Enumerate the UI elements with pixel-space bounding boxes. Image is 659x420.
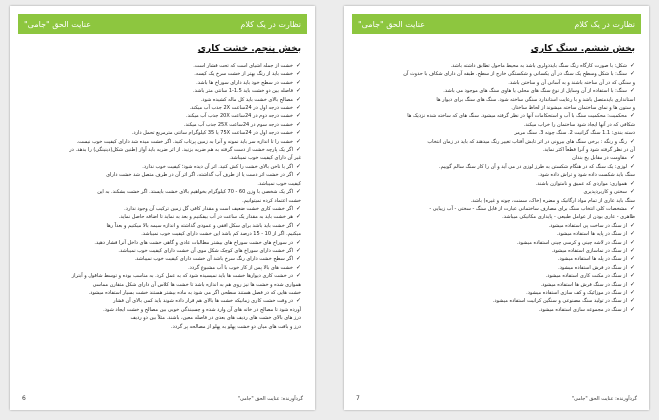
line-text: از سنگ در موزائیک و کف سازی استفاده میشود. xyxy=(526,289,627,296)
line-text: در خشت کاری دیوارها خشت ها باید نمیسیده شود که به عمل کرد. به مناسب بوده و توسط شاقول و آبتراز xyxy=(71,273,293,280)
checklist-item xyxy=(24,205,301,213)
line-text: آورده شود تا مصالح در خانه های آن وارد شده و چسبندگی خوبی بین مصالح و خشت ایجاد شود. xyxy=(103,306,301,313)
checklist-item xyxy=(24,297,301,305)
checklist-item xyxy=(358,239,635,247)
header-author: عنایت الحق "جامی" xyxy=(358,19,425,29)
line-text: سنگ: با شکل وسطح یک سنگ در آن یکسانی و شکستگی خارج از سطح. طبقه آن دارای شکاف با حدوث آن xyxy=(403,71,627,78)
checklist-item xyxy=(24,104,301,112)
line-text: هر خشت باید به مقدار یک ساعت در آب بیفکنیم و بعد به نماید تا اضافه حاصل نماید. xyxy=(118,214,293,221)
document-page-left xyxy=(10,6,315,410)
line-text: مصالح بالای خشت باید کل ماله کشیده شود. xyxy=(200,96,293,103)
checklist-item xyxy=(24,79,301,87)
text-line xyxy=(24,306,301,314)
checklist-item xyxy=(358,247,635,255)
checklist-item xyxy=(358,62,635,70)
line-text: اگر در خشت اثر دست یا از طرف آب گذاشته، اگر اثر آن در طرف متصل شد خشت دارای xyxy=(106,172,293,179)
page-header xyxy=(352,14,641,34)
line-text: اگر سطح خشت دارای رنگ سرخ باشد آن خشت دارای کیفیت خوب نمیباشد. xyxy=(134,256,293,263)
page-footer xyxy=(356,395,637,402)
page-content xyxy=(24,62,301,380)
checklist-item xyxy=(24,129,301,137)
line-text: لوزی: یک سنگ که در هنگام شکستن به طرز لوزی در می آید و آن را کار سنگ سالم گوییم. xyxy=(438,163,627,170)
line-text: خشت درجه سوم در 24ساعت 25X جذب آب میکند. xyxy=(183,121,293,128)
text-line xyxy=(358,79,635,87)
footer-credit: گردآورنده: عنایت الحق "جامی" xyxy=(237,395,303,402)
line-text: از سنگ در پله ها استفاده میشود. xyxy=(557,256,627,263)
line-text: سختی و کاربردپذیری xyxy=(583,189,627,196)
line-text: از سنگ در لاشه چینی و کرسی چینی استفاده میشود. xyxy=(516,239,627,246)
line-text: از سنگ در مجموعه سازی استفاده میشود. xyxy=(538,306,627,313)
section-title: بخش پنجم. خشت کاری xyxy=(197,44,301,54)
line-text: غیر آن دارای کیفیت خوب نمیباشد. xyxy=(229,155,301,162)
line-text: دسته بندی: 1.1 سنگ گرانیت 2. سنگ چونه 3. سنگ مرمر xyxy=(514,130,635,137)
line-text: از سنگ در فرش استفاده میشود. xyxy=(558,264,627,271)
line-text: و ستون ها و نمای ساختمان ساخته میشوند از لحاظ ساختار. xyxy=(511,105,635,112)
checklist-item xyxy=(358,154,635,162)
text-line xyxy=(24,197,301,205)
line-text: اگر خشت کاری خشت ضعیف است و مقدار کافی گل زمین ترکیب آن وجود ندارد. xyxy=(124,205,293,212)
page-header xyxy=(18,14,307,34)
line-text: از سنگ در مکنت کاری استفاده میشود. xyxy=(545,273,627,280)
line-text: اگر خشت دارای سوراخ های کوچک شکل موی آن خشت دارای کیفیت خوب نمیباشد. xyxy=(118,247,293,254)
page-content xyxy=(358,62,635,380)
checklist-item xyxy=(24,112,301,120)
line-text: آن در نظر گرفته شود و آنرا قطعاً اکثر نماید. xyxy=(542,147,635,154)
line-text: از سنگ در تولید سنگ مصنوعی و سنگین کرانیت استفاده میشود. xyxy=(492,298,627,305)
line-text: خشت اعتماد کرده نمیتوانیم. xyxy=(242,197,301,204)
checklist-item xyxy=(24,272,301,280)
line-text: اگر با ناخن بالای خشت را کش کنید. اثر آن دیده شود؛ کیفیت خوب ندارد. xyxy=(142,163,293,170)
line-text: سنگ باید عاری از تمام مواد ارگانیک و مضره (خاک، سمنت، چونه و غیره) باشد. xyxy=(470,197,635,204)
text-line xyxy=(358,121,635,129)
document-page-right xyxy=(344,6,649,410)
line-text: خشت در سطح خود باید دارای سوراخ ها باشد. xyxy=(196,79,293,86)
line-text: خشت را تا اندازه سر باید نمونه و آنرا به زمین پرتاب کنید. اگر خشت میده شد دارای کیفیت خوب نیست. xyxy=(76,138,293,145)
checklist-item xyxy=(24,62,301,70)
text-line xyxy=(358,213,635,221)
line-text: از سنگ در پایه ها استفاده میشود. xyxy=(556,231,627,238)
checklist-item xyxy=(358,180,635,188)
checklist-item xyxy=(24,171,301,179)
checklist-item xyxy=(358,281,635,289)
line-text: از سنگ در سنگ فرش ها استفاده میشود. xyxy=(540,281,627,288)
line-text: فاصله بین دو خشت باید 1.5-1 سانتی متر باشد. xyxy=(193,88,293,95)
checklist-item xyxy=(24,70,301,78)
checklist-item xyxy=(24,213,301,221)
line-text: همواری شده و خشت ها نیز روی هم به اندازه باشد تا خشت ها کلاس آن دارای شکل متقارن مماسی xyxy=(92,281,301,288)
line-text: سنگ: با استفاده از آن وسایل از نوع سنگ های محلی یا هاوی سنگ های موجود می باشد. xyxy=(443,88,627,95)
checklist-item xyxy=(358,306,635,314)
line-text: خشت هایی که در فصل هستند سطحی اگر می شود به ماده بیشتر هستند خشت بسیار استفاده میشود. xyxy=(88,289,301,296)
line-text: اگر یک شخصی با وزن 60 - 70 کیلوگرام بخواهیم بالای خشت بایستد. اگر خشت بشکند. به این xyxy=(97,189,293,196)
text-line xyxy=(358,96,635,104)
checklist-item xyxy=(358,205,635,213)
line-text: محکمیت: محکمیت سنگ با آب و استحکامات آنها در نظر گرفته میشود. سنگ های که ساخته شده نزدیک ها xyxy=(407,113,627,120)
checklist-item xyxy=(24,239,301,247)
checklist-item xyxy=(358,255,635,263)
header-title: نظارت در یک کلام xyxy=(574,19,635,29)
checklist-item xyxy=(358,188,635,196)
section-title: بخش ششم. سنگ کاری xyxy=(530,44,635,54)
checklist-item xyxy=(358,230,635,238)
text-line xyxy=(358,171,635,179)
line-text: همواری: مواردی که عمیق و نامتوازن باشند. xyxy=(535,180,627,187)
checklist-item xyxy=(358,70,635,78)
line-text: از سنگ در ساخت پی استفاده میشود. xyxy=(548,222,627,229)
page-number: 6 xyxy=(22,395,26,402)
text-line xyxy=(24,281,301,289)
checklist-item xyxy=(358,87,635,95)
checklist-item xyxy=(358,163,635,171)
line-text: میکنیم. اگر از 10 - 15 درصد کم باشد این خشت دارای کیفیت خوب نمیباشد. xyxy=(141,231,301,238)
line-text: سنگ باید شکست داده شود و تراش داده شود. xyxy=(538,172,635,179)
line-text: در سوراخ های خشت سوراخ های بیشتر مطالبات عادی و گاهی خشت های داخل آنرا فشار دهید. xyxy=(94,239,293,246)
text-line xyxy=(24,180,301,188)
checklist-item xyxy=(358,112,635,120)
line-text: درز های بالای خشت های ردیف های بعدی در فاصله معین، باشند. مثلاً بین دو ردیف xyxy=(130,315,301,322)
checklist-item xyxy=(24,96,301,104)
checklist-item xyxy=(24,222,301,230)
text-line xyxy=(24,289,301,297)
line-text: اگر خشت باید باشد برای سکل افقی و عمودی گذاشته و اندازه سیمه بالا میکنیم و بعداً رها xyxy=(106,222,293,229)
checklist-item xyxy=(358,272,635,280)
line-text: خشت های بالا پس از کار خوب با آب مشبوع گردد. xyxy=(188,264,293,271)
line-text: ظاهری - عاری بودن از عوامل طبیعی - پایداری مکانیکی میباشد. xyxy=(502,214,635,221)
checklist-item xyxy=(24,247,301,255)
text-line xyxy=(24,154,301,162)
line-text: مقاومت در مقابل یخ بندان xyxy=(572,155,627,162)
footer-credit: گردآورنده: عنایت الحق "جامی" xyxy=(571,395,637,402)
line-text: خشت درجه اول در 24ساعت 75X یا 35 کیلوگرام سانتی مترمربع تحمل دارد. xyxy=(131,130,293,137)
text-line xyxy=(358,146,635,154)
checklist-item xyxy=(24,255,301,263)
line-text: رنگ و رنگه : برخی سنگ های بیرونی در اثر تابش آفتاب تغییر رنگ میدهند که باید در زمان انتخاب xyxy=(427,138,627,145)
line-text: از سنگ در نماسازی استفاده میشود. xyxy=(551,247,627,254)
line-text: شکل: با صورت کارگاه رنگ سنگ بایددولری باشد به محیط ماحول تطابق داشته باشد. xyxy=(450,63,627,69)
line-text: خشت باید از رنگ بهتر از خشت سرخ یک کیسه. xyxy=(194,71,293,78)
line-text: در وقت خشت کاری زمانیکه خشت ها بالای هم قرار داده شوند باید کمی بالای آن فشار xyxy=(113,298,293,305)
line-text: خشت درجه اول در 24ساعت 2X جذب آب میکند. xyxy=(189,105,293,112)
line-text: درز و بافت های میان دو خشت پهلو به پهلو از مصالحه پر گردد. xyxy=(171,323,301,330)
checklist-item xyxy=(358,264,635,272)
line-text: شکافی که در آنها ایجاد شود ساختمان را خراب میکند. xyxy=(523,121,635,128)
text-line xyxy=(358,197,635,205)
line-text: استانداری بایدمتصل باشد و با رعایت استاندارد سنگی ساخته شود. سنگ های سنگ برای دیوار ها xyxy=(436,96,635,103)
text-line xyxy=(24,314,301,322)
checklist-item xyxy=(24,138,301,146)
checklist-item xyxy=(24,87,301,95)
checklist-item xyxy=(24,121,301,129)
checklist-item xyxy=(358,138,635,146)
text-line xyxy=(358,129,635,137)
checklist-item xyxy=(358,297,635,305)
checklist-item xyxy=(24,264,301,272)
line-text: خشت درجه دوم در 24ساعت 20X جذب آب میکند. xyxy=(186,113,293,120)
header-title: نظارت در یک کلام xyxy=(240,19,301,29)
checklist-item xyxy=(24,188,301,196)
line-text: خشت از جمله اشیای است که تحت فشار است. xyxy=(193,63,293,69)
text-line xyxy=(24,230,301,238)
checklist-item xyxy=(24,163,301,171)
header-author: عنایت الحق "جامی" xyxy=(24,19,91,29)
line-text: و سنگی که در آن ساخته باشند و به آسانی آن و ساختن باشد. xyxy=(508,79,635,86)
checklist-item xyxy=(358,289,635,297)
page-number: 7 xyxy=(356,395,360,402)
text-line xyxy=(24,323,301,331)
page-footer xyxy=(22,395,303,402)
line-text: اگر یک پارچه خشت از دست گرفته به هم ضربه بزنید. از اثر ضربه باید آواز (طنین شکل(دینینگی) را بدهد. در xyxy=(69,147,293,154)
checklist-item xyxy=(358,222,635,230)
text-line xyxy=(358,104,635,112)
line-text: کیفیت خوب نمیباشد. xyxy=(257,180,301,187)
checklist-item xyxy=(24,146,301,154)
line-text: مشخصات کلی انتخاب سنگ برای مصارف ساختمانی عبارت از قابل سنگ - سختی - آب زیبایی - xyxy=(429,205,627,212)
